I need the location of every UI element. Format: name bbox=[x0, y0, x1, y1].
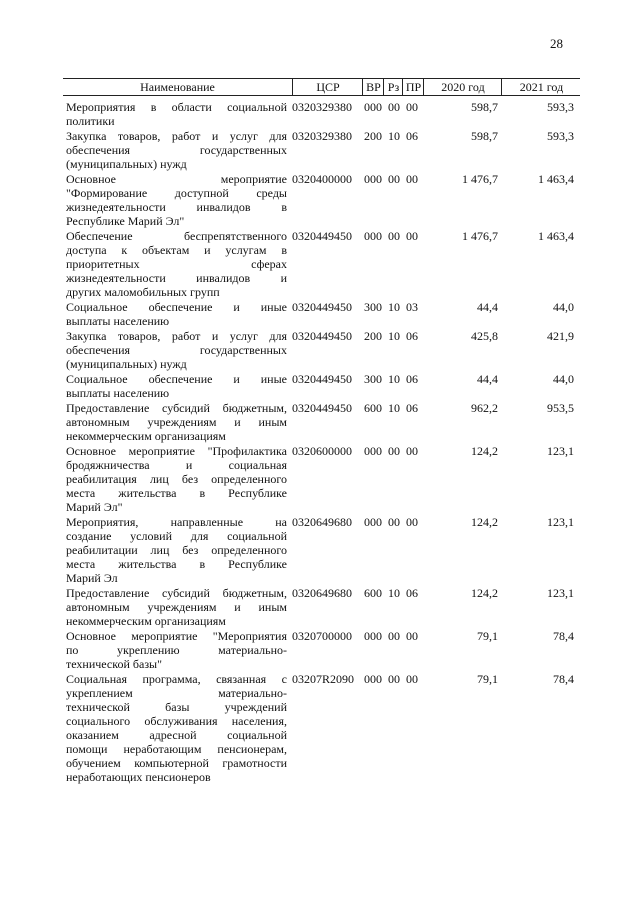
row-vr: 300 bbox=[364, 372, 382, 386]
row-name-line: Основное мероприятие "Мероприятия bbox=[66, 629, 287, 643]
row-rz: 00 bbox=[388, 172, 400, 186]
row-csr: 0320329380 bbox=[292, 129, 352, 143]
row-pr: 06 bbox=[406, 586, 418, 600]
row-name-line: бродяжничества и социальная bbox=[66, 458, 287, 472]
row-name-line: Социальное обеспечение и иные bbox=[66, 300, 287, 314]
row-name-line: некоммерческим организациям bbox=[66, 429, 226, 443]
row-pr: 00 bbox=[406, 172, 418, 186]
row-csr: 0320329380 bbox=[292, 100, 352, 114]
row-name-line: места жительства в Республике bbox=[66, 557, 287, 571]
row-name-line: социального обслуживания населения, bbox=[66, 714, 287, 728]
row-csr: 0320449450 bbox=[292, 229, 352, 243]
row-name-line: по укреплению материально- bbox=[66, 643, 287, 657]
row-name-line: Предоставление субсидий бюджетным, bbox=[66, 401, 287, 415]
row-name-line: технической базы учреждений bbox=[66, 700, 287, 714]
table-row bbox=[63, 629, 580, 671]
header-pr: ПР bbox=[402, 79, 424, 95]
header-2021: 2021 год bbox=[501, 79, 581, 95]
row-vr: 000 bbox=[364, 172, 382, 186]
row-pr: 00 bbox=[406, 672, 418, 686]
row-vr: 000 bbox=[364, 444, 382, 458]
table-row bbox=[63, 515, 580, 585]
row-vr: 000 bbox=[364, 100, 382, 114]
row-2021: 78,4 bbox=[553, 672, 574, 686]
table-row bbox=[63, 172, 580, 228]
row-pr: 00 bbox=[406, 515, 418, 529]
table-row bbox=[63, 329, 580, 371]
row-name-line: помощи неработающим пенсионерам, bbox=[66, 742, 287, 756]
row-name-line: (муниципальных) нужд bbox=[66, 157, 187, 171]
row-2020: 124,2 bbox=[471, 586, 498, 600]
table-row bbox=[63, 401, 580, 443]
row-2021: 78,4 bbox=[553, 629, 574, 643]
row-rz: 10 bbox=[388, 129, 400, 143]
header-csr: ЦСР bbox=[292, 79, 363, 95]
row-name bbox=[63, 229, 287, 299]
row-rz: 10 bbox=[388, 329, 400, 343]
row-vr: 000 bbox=[364, 229, 382, 243]
row-csr: 0320449450 bbox=[292, 300, 352, 314]
row-name-line: Марий Эл" bbox=[66, 500, 123, 514]
row-name-line: Основное мероприятие "Профилактика bbox=[66, 444, 287, 458]
row-vr: 200 bbox=[364, 129, 382, 143]
row-vr: 300 bbox=[364, 300, 382, 314]
row-vr: 600 bbox=[364, 401, 382, 415]
row-pr: 03 bbox=[406, 300, 418, 314]
row-csr: 0320449450 bbox=[292, 372, 352, 386]
row-name-line: Обеспечение беспрепятственного bbox=[66, 229, 287, 243]
table-header bbox=[63, 78, 580, 96]
row-name-line: Мероприятия, направленные на bbox=[66, 515, 287, 529]
row-name-line: выплаты населению bbox=[66, 386, 170, 400]
row-csr: 0320700000 bbox=[292, 629, 352, 643]
row-name-line: неработающих пенсионеров bbox=[66, 770, 211, 784]
row-vr: 000 bbox=[364, 515, 382, 529]
row-pr: 00 bbox=[406, 229, 418, 243]
row-csr: 0320449450 bbox=[292, 329, 352, 343]
row-pr: 00 bbox=[406, 629, 418, 643]
row-pr: 00 bbox=[406, 444, 418, 458]
row-name bbox=[63, 372, 287, 400]
row-csr: 0320600000 bbox=[292, 444, 352, 458]
row-rz: 00 bbox=[388, 100, 400, 114]
row-2020: 124,2 bbox=[471, 444, 498, 458]
table-row bbox=[63, 300, 580, 328]
row-vr: 000 bbox=[364, 672, 382, 686]
row-name-line: обеспечения государственных bbox=[66, 143, 287, 157]
row-2021: 953,5 bbox=[547, 401, 574, 415]
row-name-line: выплаты населению bbox=[66, 314, 170, 328]
row-name bbox=[63, 129, 287, 171]
row-name-line: Марий Эл bbox=[66, 571, 118, 585]
row-name-line: Закупка товаров, работ и услуг для bbox=[66, 129, 287, 143]
table-row bbox=[63, 444, 580, 514]
row-name-line: некоммерческим организациям bbox=[66, 614, 226, 628]
row-csr: 0320649680 bbox=[292, 515, 352, 529]
table-row bbox=[63, 100, 580, 128]
row-2021: 44,0 bbox=[553, 372, 574, 386]
header-vr: ВР bbox=[362, 79, 384, 95]
row-name-line: Мероприятия в области социальной bbox=[66, 100, 287, 114]
row-2020: 124,2 bbox=[471, 515, 498, 529]
table-row bbox=[63, 372, 580, 400]
row-name-line: Социальная программа, связанная с bbox=[66, 672, 287, 686]
row-name-line: обеспечения государственных bbox=[66, 343, 287, 357]
row-name-line: автономным учреждениям и иным bbox=[66, 415, 287, 429]
row-2020: 598,7 bbox=[471, 100, 498, 114]
row-name-line: Республике Марий Эл" bbox=[66, 214, 185, 228]
row-2020: 598,7 bbox=[471, 129, 498, 143]
row-csr: 0320449450 bbox=[292, 401, 352, 415]
row-2021: 1 463,4 bbox=[538, 172, 574, 186]
row-vr: 200 bbox=[364, 329, 382, 343]
row-name-line: политики bbox=[66, 114, 115, 128]
row-name-line: реабилитация лиц без определенного bbox=[66, 472, 287, 486]
row-name-line: Закупка товаров, работ и услуг для bbox=[66, 329, 287, 343]
row-name-line: места жительства в Республике bbox=[66, 486, 287, 500]
row-rz: 10 bbox=[388, 586, 400, 600]
row-2020: 962,2 bbox=[471, 401, 498, 415]
row-name-line: жизнедеятельности инвалидов в bbox=[66, 200, 287, 214]
row-2021: 123,1 bbox=[547, 515, 574, 529]
row-rz: 10 bbox=[388, 372, 400, 386]
row-name bbox=[63, 586, 287, 628]
row-csr: 0320649680 bbox=[292, 586, 352, 600]
row-name-line: доступа к объектам и услугам в bbox=[66, 243, 287, 257]
header-2020: 2020 год bbox=[423, 79, 502, 95]
row-2020: 1 476,7 bbox=[462, 172, 498, 186]
row-name-line: приоритетных сферах bbox=[66, 257, 287, 271]
row-rz: 00 bbox=[388, 629, 400, 643]
row-name bbox=[63, 329, 287, 371]
row-pr: 06 bbox=[406, 329, 418, 343]
row-name-line: создание условий для социальной bbox=[66, 529, 287, 543]
row-name-line: (муниципальных) нужд bbox=[66, 357, 187, 371]
row-rz: 00 bbox=[388, 229, 400, 243]
row-rz: 00 bbox=[388, 672, 400, 686]
row-pr: 06 bbox=[406, 372, 418, 386]
row-rz: 10 bbox=[388, 401, 400, 415]
row-name-line: "Формирование доступной среды bbox=[66, 186, 287, 200]
row-2020: 79,1 bbox=[477, 629, 498, 643]
row-name-line: Предоставление субсидий бюджетным, bbox=[66, 586, 287, 600]
row-name bbox=[63, 672, 287, 784]
row-2020: 425,8 bbox=[471, 329, 498, 343]
row-name-line: других маломобильных групп bbox=[66, 285, 220, 299]
row-2021: 421,9 bbox=[547, 329, 574, 343]
row-name bbox=[63, 515, 287, 585]
row-pr: 00 bbox=[406, 100, 418, 114]
row-2021: 123,1 bbox=[547, 444, 574, 458]
row-name-line: автономным учреждениям и иным bbox=[66, 600, 287, 614]
row-2020: 1 476,7 bbox=[462, 229, 498, 243]
row-2021: 593,3 bbox=[547, 129, 574, 143]
table-row bbox=[63, 129, 580, 171]
row-2020: 44,4 bbox=[477, 372, 498, 386]
page-number: 28 bbox=[550, 36, 563, 51]
row-2021: 44,0 bbox=[553, 300, 574, 314]
row-rz: 10 bbox=[388, 300, 400, 314]
row-2021: 123,1 bbox=[547, 586, 574, 600]
table-row bbox=[63, 229, 580, 299]
table-row bbox=[63, 586, 580, 628]
header-name: Наименование bbox=[140, 80, 215, 94]
row-name bbox=[63, 172, 287, 228]
row-name bbox=[63, 629, 287, 671]
row-name-line: обучением компьютерной грамотности bbox=[66, 756, 287, 770]
row-vr: 600 bbox=[364, 586, 382, 600]
row-2021: 593,3 bbox=[547, 100, 574, 114]
row-csr: 0320400000 bbox=[292, 172, 352, 186]
table-body bbox=[63, 100, 580, 785]
row-2020: 44,4 bbox=[477, 300, 498, 314]
row-name-line: Социальное обеспечение и иные bbox=[66, 372, 287, 386]
row-name bbox=[63, 401, 287, 443]
row-name bbox=[63, 444, 287, 514]
table-row bbox=[63, 672, 580, 784]
row-pr: 06 bbox=[406, 401, 418, 415]
row-2020: 79,1 bbox=[477, 672, 498, 686]
row-name-line: технической базы" bbox=[66, 657, 163, 671]
row-vr: 000 bbox=[364, 629, 382, 643]
row-name bbox=[63, 300, 287, 328]
row-rz: 00 bbox=[388, 444, 400, 458]
row-name-line: жизнедеятельности инвалидов и bbox=[66, 271, 287, 285]
row-pr: 06 bbox=[406, 129, 418, 143]
row-csr: 03207R2090 bbox=[292, 672, 355, 686]
row-name bbox=[63, 100, 287, 128]
row-rz: 00 bbox=[388, 515, 400, 529]
row-name-line: Основное мероприятие bbox=[66, 172, 287, 186]
row-name-line: реабилитации лиц без определенного bbox=[66, 543, 287, 557]
header-rz: Рз bbox=[383, 79, 403, 95]
row-2021: 1 463,4 bbox=[538, 229, 574, 243]
row-name-line: оказанием адресной социальной bbox=[66, 728, 287, 742]
row-name-line: укреплением материально- bbox=[66, 686, 287, 700]
